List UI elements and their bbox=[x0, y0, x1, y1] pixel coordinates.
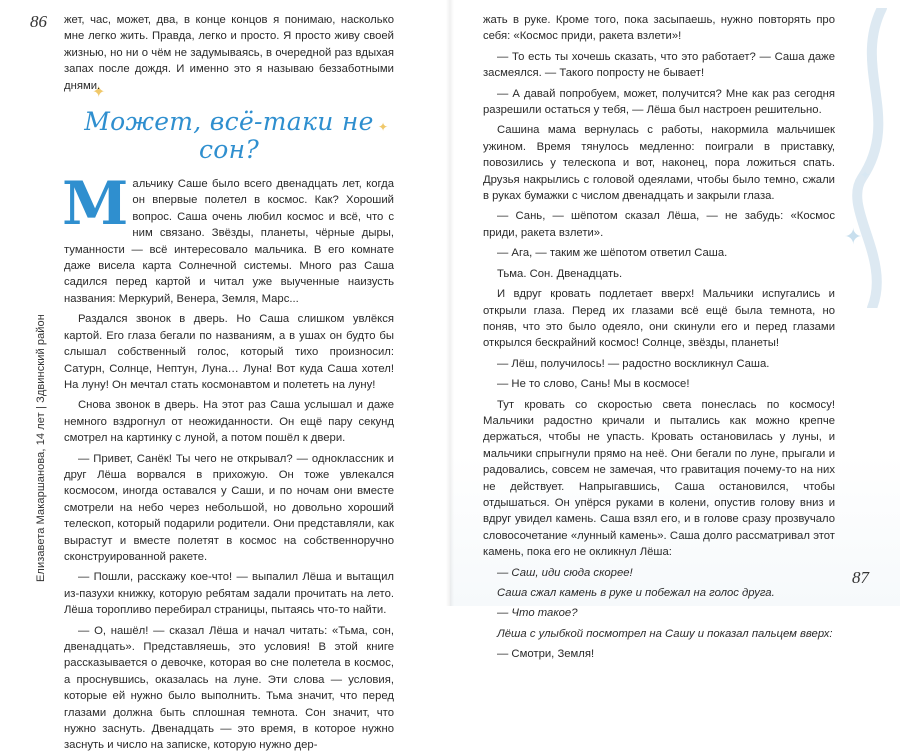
paragraph: — Лёш, получилось! — радостно воскликнул Саша. bbox=[497, 357, 770, 370]
page-number-right: 87 bbox=[852, 568, 869, 587]
paragraph: Лёша с улыбкой посмотрел на Сашу и показал пальцем вверх: bbox=[497, 627, 833, 640]
first-paragraph-text: альчику Саше было всего двенадцать лет, когда он впервые полетел в космос. Как? Хороший вопрос. Саша очень любил космос и всё, что с ним связано. Звёзды, планеты, чёрные дыры, туманности — всё интересовало мальчика. В его комнате даже висела карта Солнечной системы. Много раз Саша садился перед картой и читал уже выученные наизусть названия: Меркурий, Венера, Земля, Марс... bbox=[64, 178, 394, 305]
paragraph: — Что такое? bbox=[497, 607, 578, 620]
paragraph: Тут кровать со скоростью света понеслась по космосу! Мальчики радостно кричали и пытались как можно крепче держаться, чтобы не упасть. Кровать остановилась у луны, и мальчики спрыгнули прямо на неё. Они бегали по луне, прыгали и радовались, совсем не замечая, что гравитация почему-то на них не действует. Напрыгавшись, Саша остановился, чтобы отдышаться. Он упёрся руками в колени, опустив голову вниз и вдруг увидел камень. Саша взял его, и в голове сразу прозвучало словосочетание «лунный камень». Саша долго рассматривал этот камень, пока его не окликнул Лёша: bbox=[483, 398, 835, 559]
swirl-decoration bbox=[842, 8, 898, 308]
star-icon: ✦ bbox=[378, 120, 389, 134]
star-icon: ✦ bbox=[844, 224, 863, 249]
intro-paragraph: жет, час, может, два, в конце концов я понимаю, насколько мне легко жить. Правда, легко и просто. Я просто живу своей жизнью, но ни о чём не задумываясь, в очередной раз вдыхая запах после дождя. И именно это я называю беззаботными днями. bbox=[64, 14, 394, 92]
paragraph: — А давай попробуем, может, получится? Мне как раз сегодня разрешили остаться у тебя, — Лёша был настроен решительно. bbox=[483, 87, 835, 117]
paragraph: — Сань, — шёпотом сказал Лёша, — не забудь: «Космос приди, ракета взлети». bbox=[483, 210, 835, 239]
star-icon: ✦ bbox=[92, 84, 106, 101]
paragraph: — То есть ты хочешь сказать, что это работает? — Саша даже засмеялся. — Такого попросту не бывает! bbox=[483, 50, 835, 80]
paragraph: Раздался звонок в дверь. Но Саша слишком увлёкся картой. Его глаза бегали по названиям, а в ушах он будто бы слышал собственный голос, который тихо произносил: Сатурн, Солнце, Нептун, Луна… Луна! Вот куда Саша хотел! На луну! Он мечтал стать космонавтом и полететь на луну! bbox=[64, 313, 394, 391]
paragraph: Снова звонок в дверь. На этот раз Саша услышал и даже немного вздрогнул от неожиданности. Он ещё пару секунд смотрел на картинку с луной, а потом пошёл к двери. bbox=[64, 399, 394, 445]
story-title: Может, всё-таки не сон? bbox=[84, 107, 374, 165]
paragraph: — Не то слово, Сань! Мы в космосе! bbox=[497, 378, 690, 391]
right-column bbox=[483, 12, 835, 663]
paragraph: жать в руке. Кроме того, пока засыпаешь, нужно повторять про себя: «Космос приди, ракета взлети»! bbox=[483, 14, 835, 43]
gutter-shadow bbox=[446, 0, 454, 606]
paragraph: Сашина мама вернулась с работы, накормила мальчишек ужином. Время тянулось медленно: поиграли в приставку, повозились у телескопа и вот, наконец, пора ложиться спать. Друзья накрылись с головой одеялами, чтобы было темно, сжали в руках бумажки с числом двенадцать и закрыли глаза. bbox=[483, 124, 835, 203]
story-first-paragraph bbox=[62, 169, 394, 307]
paragraph: Саша сжал камень в руке и побежал на голос друга. bbox=[497, 587, 775, 599]
left-column bbox=[64, 12, 394, 754]
page-number-left: 86 bbox=[30, 12, 47, 31]
drop-cap: М bbox=[62, 169, 129, 240]
star-icon: ✦ bbox=[860, 168, 871, 182]
paragraph: — Ага, — таким же шёпотом ответил Саша. bbox=[497, 247, 728, 260]
paragraph: — Смотри, Земля! bbox=[497, 648, 595, 661]
author-sidebar: Елизавета Макаршанова, 14 лет | Здвинский район bbox=[35, 314, 47, 582]
paragraph: — О, нашёл! — сказал Лёша и начал читать: «Тьма, сон, двенадцать». Представляешь, это условия! В этой книге рассказывается о девочке, которая во сне полетела в космос, а проснувшись, оказалась на луне. Эти слова — условия, которые ей нужно было выполнить. Тьма значит, что перед глазами должна быть сплошная темнота. Сон значит, что нужно заснуть. Двенадцать — это время, в которое нужно заснуть и число на записке, которую нужно дер- bbox=[64, 624, 394, 752]
paragraph: — Привет, Санёк! Ты чего не открывал? — одноклассник и друг Лёша ворвался в прихожую. Он тоже увлекался космосом, иногда оставался у Саши, и по ночам они вместе смотрели на небо через небольшой, но довольно хороший телескоп, который подарили родители. Они представляли, как вырастут и вместе полетят в космос на собственноручно сконструированной ракете. bbox=[64, 452, 394, 563]
paragraph: И вдруг кровать подлетает вверх! Мальчики испугались и открыли глаза. Перед их глазами всё ещё была темнота, но поняв, что это было одеяло, они скинули его и перед глазами открылся бескрайний космос! Солнце, звёзды, планеты! bbox=[483, 288, 835, 350]
paragraph: — Пошли, расскажу кое-что! — выпалил Лёша и вытащил из-пазухи книжку, которую ребятам задали прочитать на лето. Лёша торопливо перебирал страницы, пытаясь что-то найти. bbox=[64, 571, 394, 617]
paragraph: Тьма. Сон. Двенадцать. bbox=[497, 267, 623, 280]
paragraph: — Саш, иди сюда скорее! bbox=[497, 566, 633, 579]
